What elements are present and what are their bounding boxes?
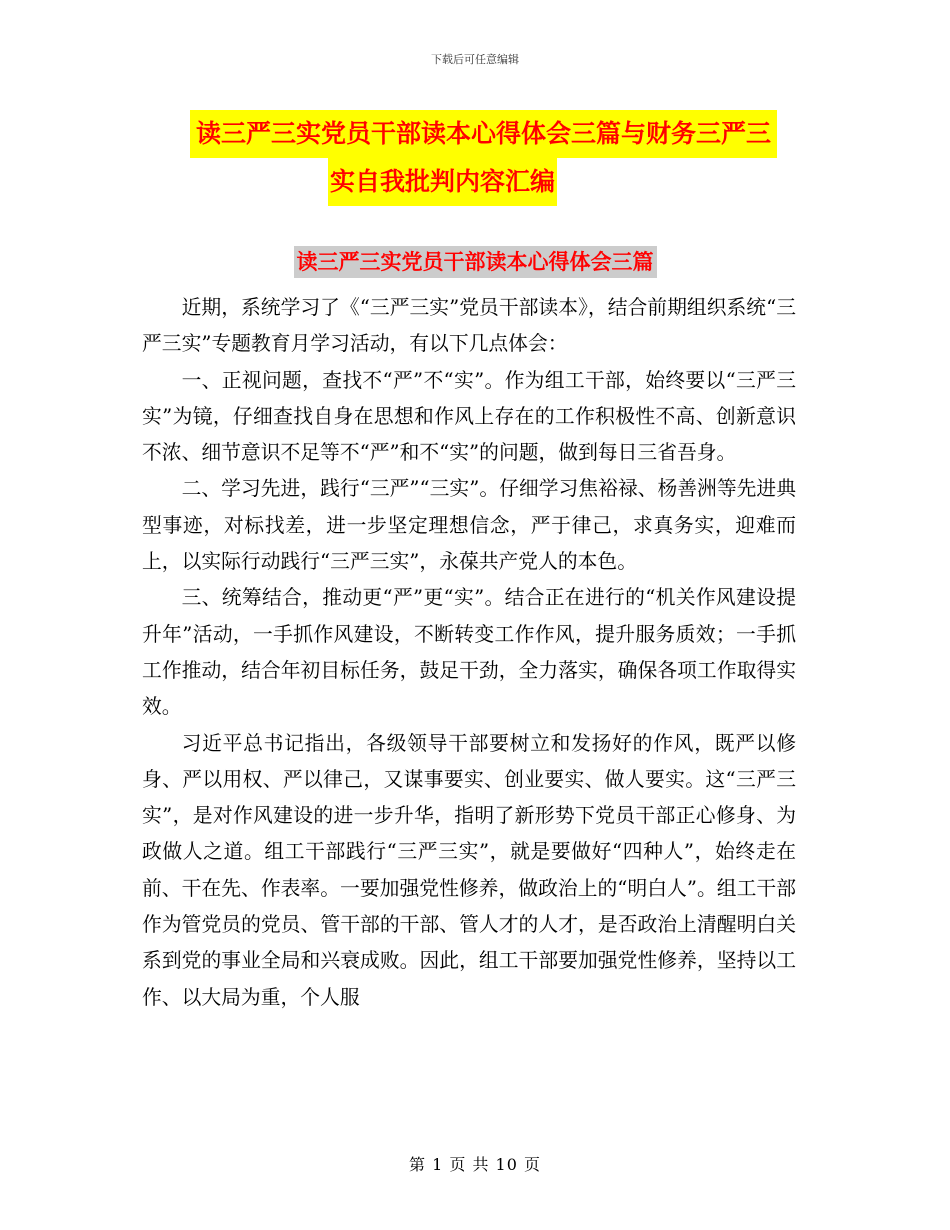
body-text xyxy=(142,290,796,1016)
section-heading xyxy=(0,246,950,278)
document-title xyxy=(190,110,810,206)
document-title-line-1: 读三严三实党员干部读本心得体会三篇与财务三严三 xyxy=(190,110,777,158)
paragraph-quote: 习近平总书记指出，各级领导干部要树立和发扬好的作风，既严以修身、严以用权、严以律己，又谋事要实、创业要实、做人要实。这“三严三实”，是对作风建设的进一步升华，指明了新形势下党员干部正心修身、为政做人之道。组工干部践行“三严三实”，就是要做好“四种人”，始终走在前、干在先、作表率。一要加强党性修养，做政治上的“明白人”。组工干部作为管党员的党员、管干部的干部、管人才的人才，是否政治上清醒明白关系到党的事业全局和兴衰成败。因此，组工干部要加强党性修养，坚持以工作、以大局为重，个人服 xyxy=(142,731,796,1009)
page-header: 下载后可任意编辑 xyxy=(431,53,519,66)
paragraph-point-2: 二、学习先进，践行“三严”“三实”。仔细学习焦裕禄、杨善洲等先进典型事迹，对标找差，进一步坚定理想信念，严于律己，求真务实，迎难而上，以实际行动践行“三严三实”，永葆共产党人的本色。 xyxy=(142,477,796,574)
paragraph-point-1: 一、正视问题，查找不“严”不“实”。作为组工干部，始终要以“三严三实”为镜，仔细查找自身在思想和作风上存在的工作积极性不高、创新意识不浓、细节意识不足等不“严”和不“实”的问题，做到每日三省吾身。 xyxy=(142,368,796,465)
page-footer: 第 1 页 共 10 页 xyxy=(409,1155,541,1174)
paragraph-intro: 近期，系统学习了《“三严三实”党员干部读本》，结合前期组织系统“三严三实”专题教育月学习活动，有以下几点体会： xyxy=(142,296,796,356)
document-title-line-2: 实自我批判内容汇编 xyxy=(328,158,557,206)
section-heading-text: 读三严三实党员干部读本心得体会三篇 xyxy=(294,246,657,278)
paragraph-point-3: 三、统筹结合，推动更“严”更“实”。结合正在进行的“机关作风建设提升年”活动，一手抓作风建设，不断转变工作作风，提升服务质效；一手抓工作推动，结合年初目标任务，鼓足干劲，全力落实，确保各项工作取得实效。 xyxy=(142,586,796,719)
